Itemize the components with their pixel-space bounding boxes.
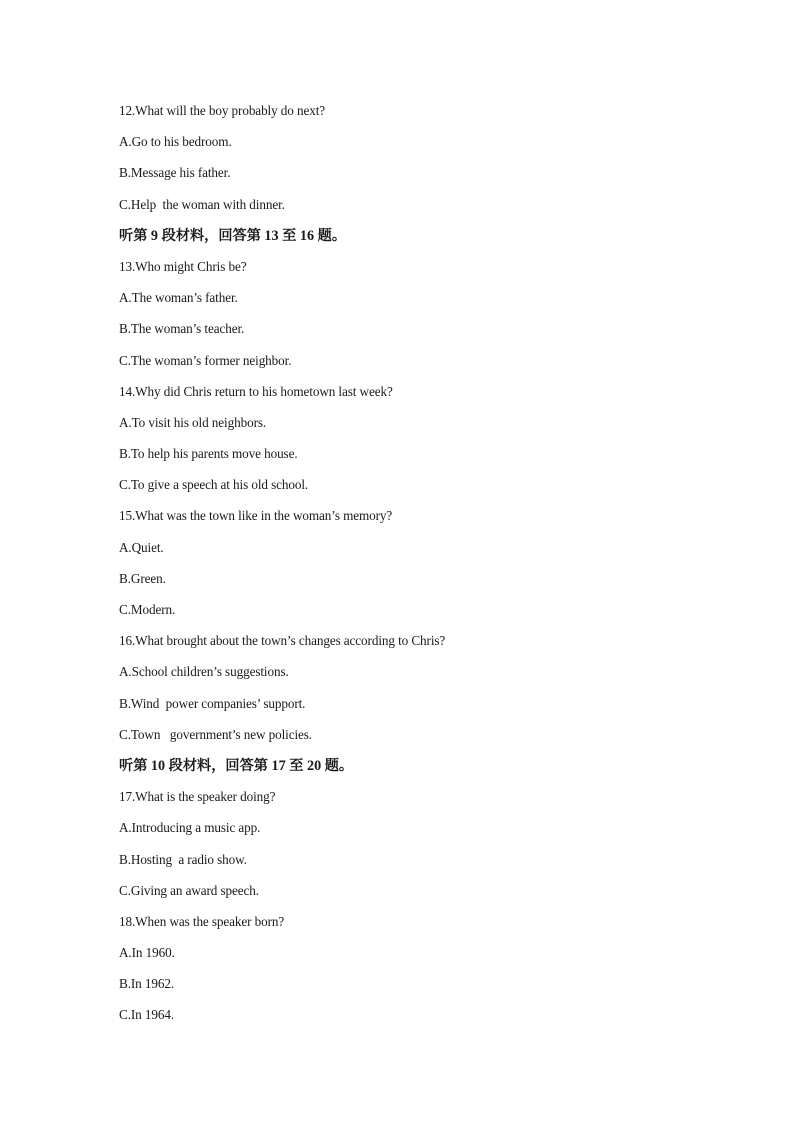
document-page xyxy=(119,101,719,1037)
option-17-c: C.Giving an award speech. xyxy=(119,882,259,898)
option-15-b: B.Green. xyxy=(119,570,166,586)
option-12-c: C.Help the woman with dinner. xyxy=(119,196,285,212)
option-14-c: C.To give a speech at his old school. xyxy=(119,477,309,493)
option-12-b: B.Message his father. xyxy=(119,165,231,181)
option-14-b: B.To help his parents move house. xyxy=(119,446,298,462)
question-18: 18.When was the speaker born? xyxy=(119,913,285,929)
option-18-c: C.In 1964. xyxy=(119,1007,175,1023)
option-18-b: B.In 1962. xyxy=(119,976,175,992)
option-15-c: C.Modern. xyxy=(119,602,176,617)
question-14: 14.Why did Chris return to his hometown last week? xyxy=(119,383,393,399)
option-12-a: A.Go to his bedroom. xyxy=(119,134,232,150)
question-12: 12.What will the boy probably do next? xyxy=(119,103,326,118)
option-16-a: A.School children’s suggestions. xyxy=(119,664,289,680)
option-17-b: B.Hosting a radio show. xyxy=(119,851,247,867)
option-13-c: C.The woman’s former neighbor. xyxy=(119,352,292,368)
option-16-b: B.Wind power companies’ support. xyxy=(119,695,306,711)
option-16-c: C.Town government’s new policies. xyxy=(119,726,312,742)
question-13: 13.Who might Chris be? xyxy=(119,258,247,274)
option-18-a: A.In 1960. xyxy=(119,945,175,961)
option-14-a: A.To visit his old neighbors. xyxy=(119,414,267,430)
option-13-b: B.The woman’s teacher. xyxy=(119,321,245,337)
option-17-a: A.Introducing a music app. xyxy=(119,820,261,836)
section-heading-9: 听第 9 段材料，回答第 13 至 16 题。 xyxy=(119,227,347,244)
question-16: 16.What brought about the town’s changes according to Chris? xyxy=(119,633,446,649)
question-15: 15.What was the town like in the woman’s memory? xyxy=(119,508,393,524)
option-15-a: A.Quiet. xyxy=(119,539,164,555)
question-17: 17.What is the speaker doing? xyxy=(119,789,276,805)
option-13-a: A.The woman’s father. xyxy=(119,290,238,306)
section-heading-10: 听第 10 段材料，回答第 17 至 20 题。 xyxy=(119,757,354,774)
